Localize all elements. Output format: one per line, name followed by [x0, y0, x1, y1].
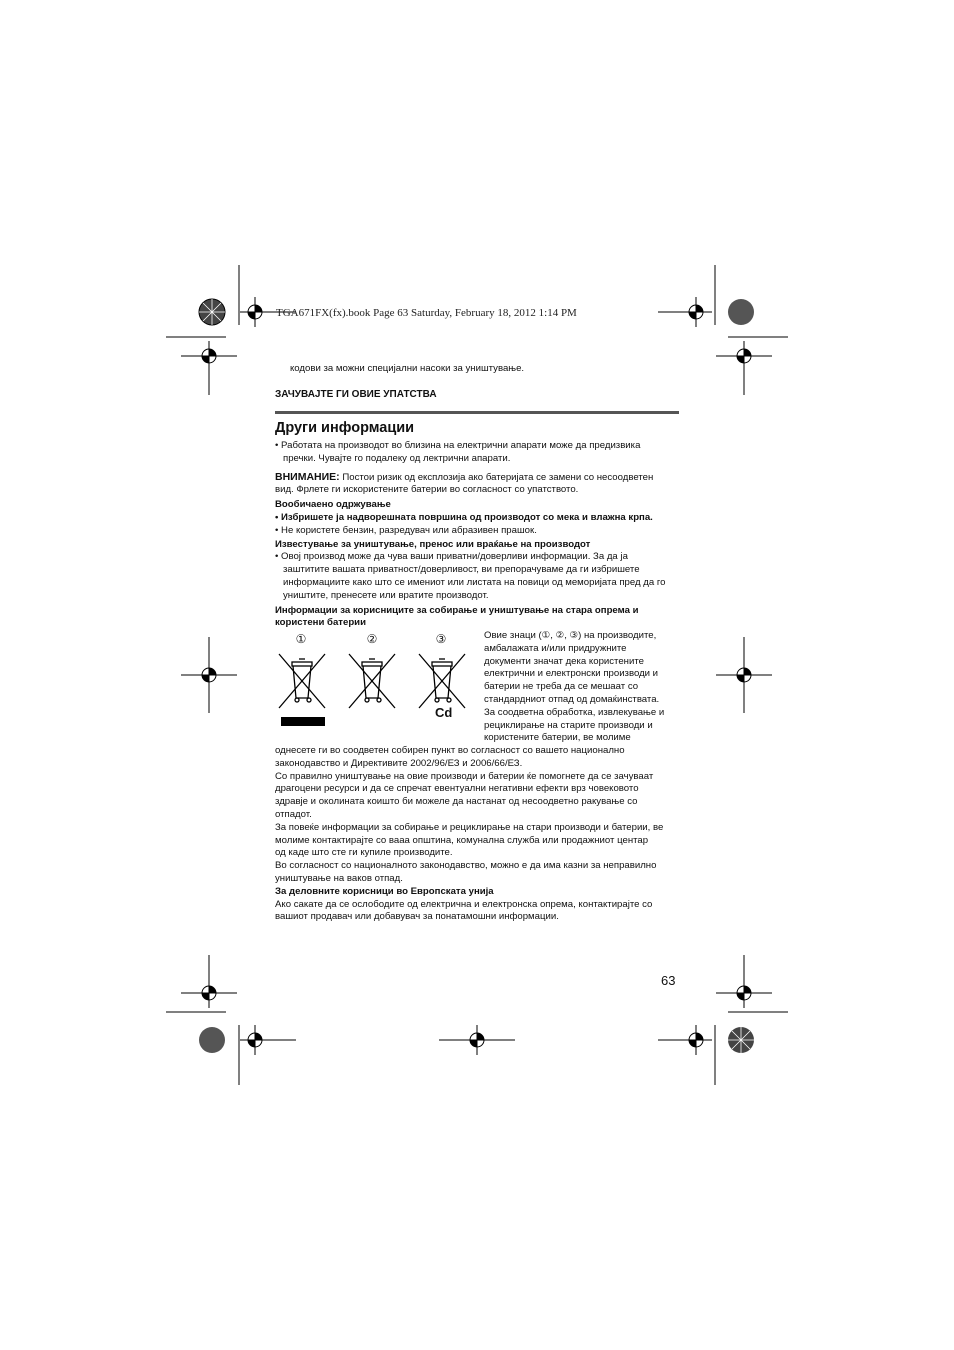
section-divider	[275, 411, 679, 414]
crossed-bin-icon-1	[279, 654, 325, 708]
body-line-1: однесете ги во соодветен собирен пункт во согласност со вашето национално	[275, 745, 625, 756]
intro-line-1: • Работата на производот во близина на електрични апарати може да предизвика	[275, 440, 641, 451]
side-line-3: документи значат дека користените	[484, 655, 644, 667]
continued-text: кодови за можни специјални насоки за уништување.	[290, 363, 525, 374]
body-line-11: уништување на ваков отпад.	[275, 872, 403, 884]
maintenance-heading: Вообичаено одржување	[275, 499, 391, 511]
crossed-bin-icon-2	[349, 654, 395, 708]
eu-line-2: вашиот продавач или добавувач за понатамошни информации.	[275, 911, 559, 923]
body-line-6: отпадот.	[275, 808, 312, 820]
eu-heading: За деловните корисници во Европската унија	[275, 885, 494, 897]
crossed-bin-icon-3	[419, 654, 465, 708]
solid-bar-icon	[281, 717, 325, 726]
body-line-9: од каде што сте ги купиле производите.	[275, 847, 453, 859]
warning-text-1: Постои ризик од експлозија ако батеријата се замени со несоодветен	[339, 471, 654, 483]
disposal-line-2: заштитите вашата приватност/доверливост, ви препорачуваме да ги избришете	[283, 564, 640, 576]
body-line-5: здравје и околината коишто би можеле да настанат од несоодветно ракување со	[275, 796, 638, 808]
body-line-4: драгоцени ресурси и да се спречат евентуални негативни ефекти врз човековото	[275, 783, 639, 795]
warning-paragraph	[275, 471, 680, 485]
maintenance-item-1: • Избришете ја надворешната површина од производот со мека и влажна крпа.	[275, 511, 653, 523]
icon-label-3: ③	[435, 632, 447, 646]
eu-line-1: Ако сакате да се ослободите од електрична и електронска опрема, контактирајте со	[275, 898, 653, 910]
body-line-3: Со правилно уништување на овие производи и батерии ќе помогнете да се зачуваат	[275, 770, 654, 782]
icon-label-2: ②	[366, 632, 378, 646]
icons-explanation	[484, 630, 684, 745]
recycling-icons	[275, 632, 475, 732]
body-line-10: Во согласност со националното законодавство, можно е да има казни за неправилно	[275, 860, 657, 872]
side-line-1: Овие знаци (①, ②, ③) на производите,	[484, 630, 657, 641]
side-line-8: рециклирање на старите производи и	[484, 719, 653, 731]
cd-label: Cd	[435, 705, 453, 720]
intro-line-2: пречки. Чувајте го подалеку од лектрични апарати.	[283, 452, 511, 464]
save-instructions-heading: ЗАЧУВАЈТЕ ГИ ОВИЕ УПАТСТВА	[275, 389, 437, 400]
section-title: Други информации	[275, 420, 415, 436]
disposal-line-1: • Овој производ може да чува ваши приватни/доверливи информации. За да ја	[275, 551, 628, 563]
side-line-7: За соодветна обработка, извлекување и	[484, 706, 665, 718]
body-line-8: молиме контактирајте со вааа општина, комунална служба или продажниот центар	[275, 834, 649, 846]
disposal-body	[275, 745, 680, 924]
body-line-2: законодавство и Директивите 2002/96/ЕЗ и 2006/66/ЕЗ.	[275, 757, 523, 769]
warning-text-2: вид. Фрлете ги искористените батерии во согласност со упатството.	[275, 484, 579, 496]
side-line-2: амбалажата и/или придружните	[484, 642, 627, 654]
disposal-line-4: уништите, пренесете или вратите производот.	[283, 589, 489, 601]
book-header-line: TGA671FX(fx).book Page 63 Saturday, February 18, 2012 1:14 PM	[276, 307, 577, 319]
main-content	[275, 440, 680, 630]
users-info-heading-1: Информации за корисниците за собирање и уништување на стара опрема и	[275, 604, 639, 616]
side-line-9: користените батерии, ве молиме	[484, 732, 631, 744]
icon-label-1: ①	[295, 632, 307, 646]
body-line-7: За повеќе информации за собирање и рециклирање на стари производи и батерии, ве	[275, 821, 664, 833]
side-line-5: батерии не треба да се мешаат со	[484, 681, 639, 693]
maintenance-item-2: • Не користете бензин, разредувач или абразивен прашок.	[275, 524, 537, 536]
warning-label: ВНИМАНИЕ:	[275, 470, 340, 483]
users-info-heading-2: користени батерии	[275, 617, 366, 629]
side-line-6: стандардниот отпад од домаќинствата.	[484, 693, 660, 705]
side-line-4: електрични и електронски производи и	[484, 668, 659, 680]
disposal-heading: Известување за уништување, пренос или враќање на производот	[275, 538, 591, 550]
disposal-line-3: информациите како што се имениот или листата на повици од меморијата пред да го	[283, 576, 666, 588]
page-number: 63	[661, 973, 676, 988]
